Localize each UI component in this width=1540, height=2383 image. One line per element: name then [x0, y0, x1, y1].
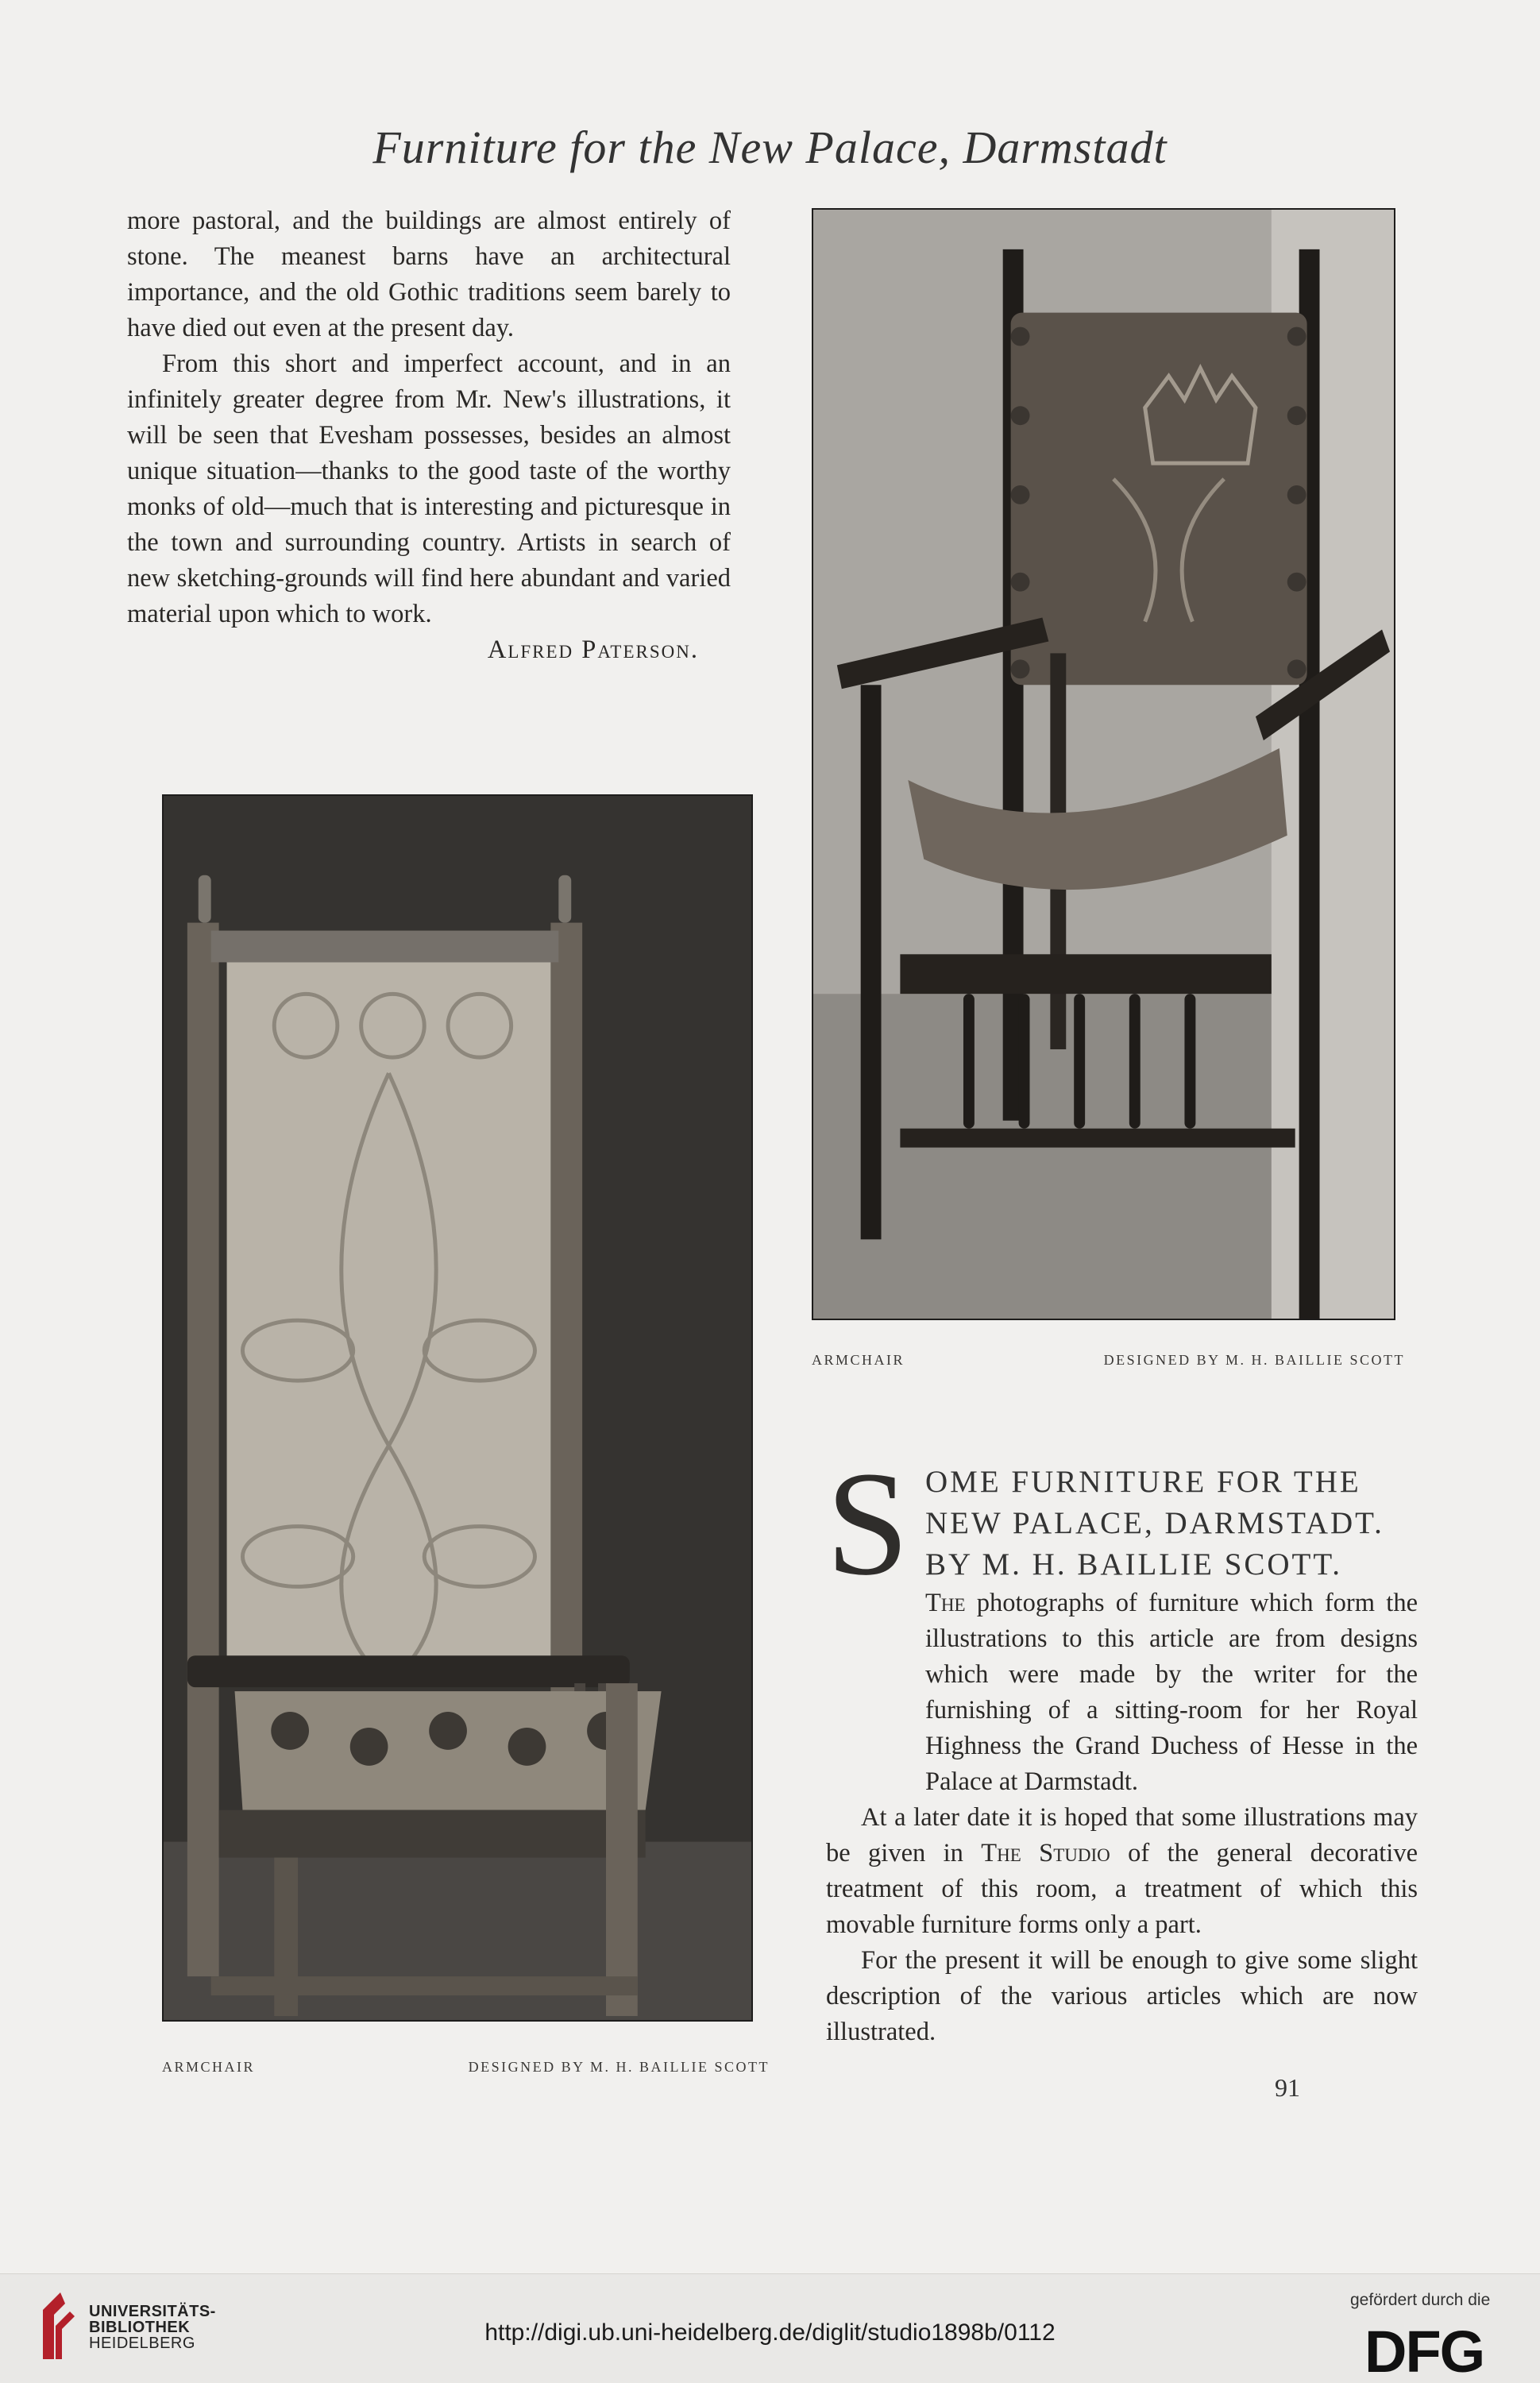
drop-cap: S [826, 1440, 909, 1606]
article-paragraph-2 [826, 1800, 1418, 1943]
caption-right-title: ARMCHAIR [812, 1352, 905, 1368]
paragraph-2-before: At a later date it is hoped that some illustrations may be given in [826, 1803, 1418, 1867]
permalink[interactable]: http://digi.ub.uni-heidelberg.de/diglit/studio1898b/0112 [484, 2319, 1056, 2346]
library-line-1: UNIVERSITÄTS- [89, 2303, 216, 2320]
author-signature: Alfred Paterson. [487, 635, 699, 664]
paragraph-2: From this short and imperfect account, and in an infinitely greater degree from Mr. New's illustrations, it will be seen that Evesham possesses, besides an almost unique situation—thanks to the good taste of the worthy monks of old—much that is interesting and picturesque in the town and surrounding country. Artists in search of new sketching-grounds will find here abundant and varied material upon which to work. [127, 350, 731, 628]
paragraph-1: more pastoral, and the buildings are almost entirely of stone. The meanest barns have an architectural importance, and the old Gothic traditions seem barely to have died out even at the present day. [127, 207, 731, 342]
caption-left [162, 2059, 770, 2076]
paragraph-2-after: of the general decorative treatment of this room, a treatment of which this movable furniture forms only a part. [826, 1839, 1418, 1939]
photo-armchair-tall [162, 794, 753, 2022]
funding-label: gefördert durch die [1350, 2291, 1491, 2309]
photo-armchair-crown [812, 208, 1395, 1320]
caption-left-title: ARMCHAIR [162, 2059, 256, 2075]
armchair-tall-illustration [164, 796, 751, 2020]
library-line-3: HEIDELBERG [89, 2335, 195, 2352]
paragraph-lead-word: The [925, 1589, 966, 1617]
caption-left-credit: DESIGNED BY M. H. BAILLIE SCOTT [468, 2059, 770, 2075]
library-line-2: BIBLIOTHEK [89, 2319, 191, 2336]
article-headline: OME FURNITURE FOR THE NEW PALACE, DARMSTADT. BY M. H. BAILLIE SCOTT. [925, 1465, 1384, 1582]
article-paragraph-1 [826, 1585, 1418, 1800]
journal-name: The Studio [981, 1839, 1110, 1867]
article-paragraph-3: For the present it will be enough to give some slight description of the various articles which are now illustrated. [826, 1946, 1418, 2046]
caption-right [812, 1352, 1405, 1369]
page-number: 91 [1275, 2073, 1300, 2102]
left-text-column [127, 203, 731, 668]
article-column [826, 1440, 1418, 2050]
armchair-crown-illustration [813, 210, 1394, 1319]
caption-right-credit: DESIGNED BY M. H. BAILLIE SCOTT [1103, 1352, 1405, 1368]
dfg-logo: DFG [1364, 2319, 1484, 2383]
paragraph-1-text: photographs of furniture which form the illustrations to this article are from designs which were made by the writer for the furnishing of a sitting-room for her Royal Highness the Grand Duchess of Hesse in the Palace at Darmstadt. [925, 1589, 1418, 1796]
running-head: Furniture for the New Palace, Darmstadt [372, 122, 1168, 173]
article-opening [826, 1440, 1418, 1606]
